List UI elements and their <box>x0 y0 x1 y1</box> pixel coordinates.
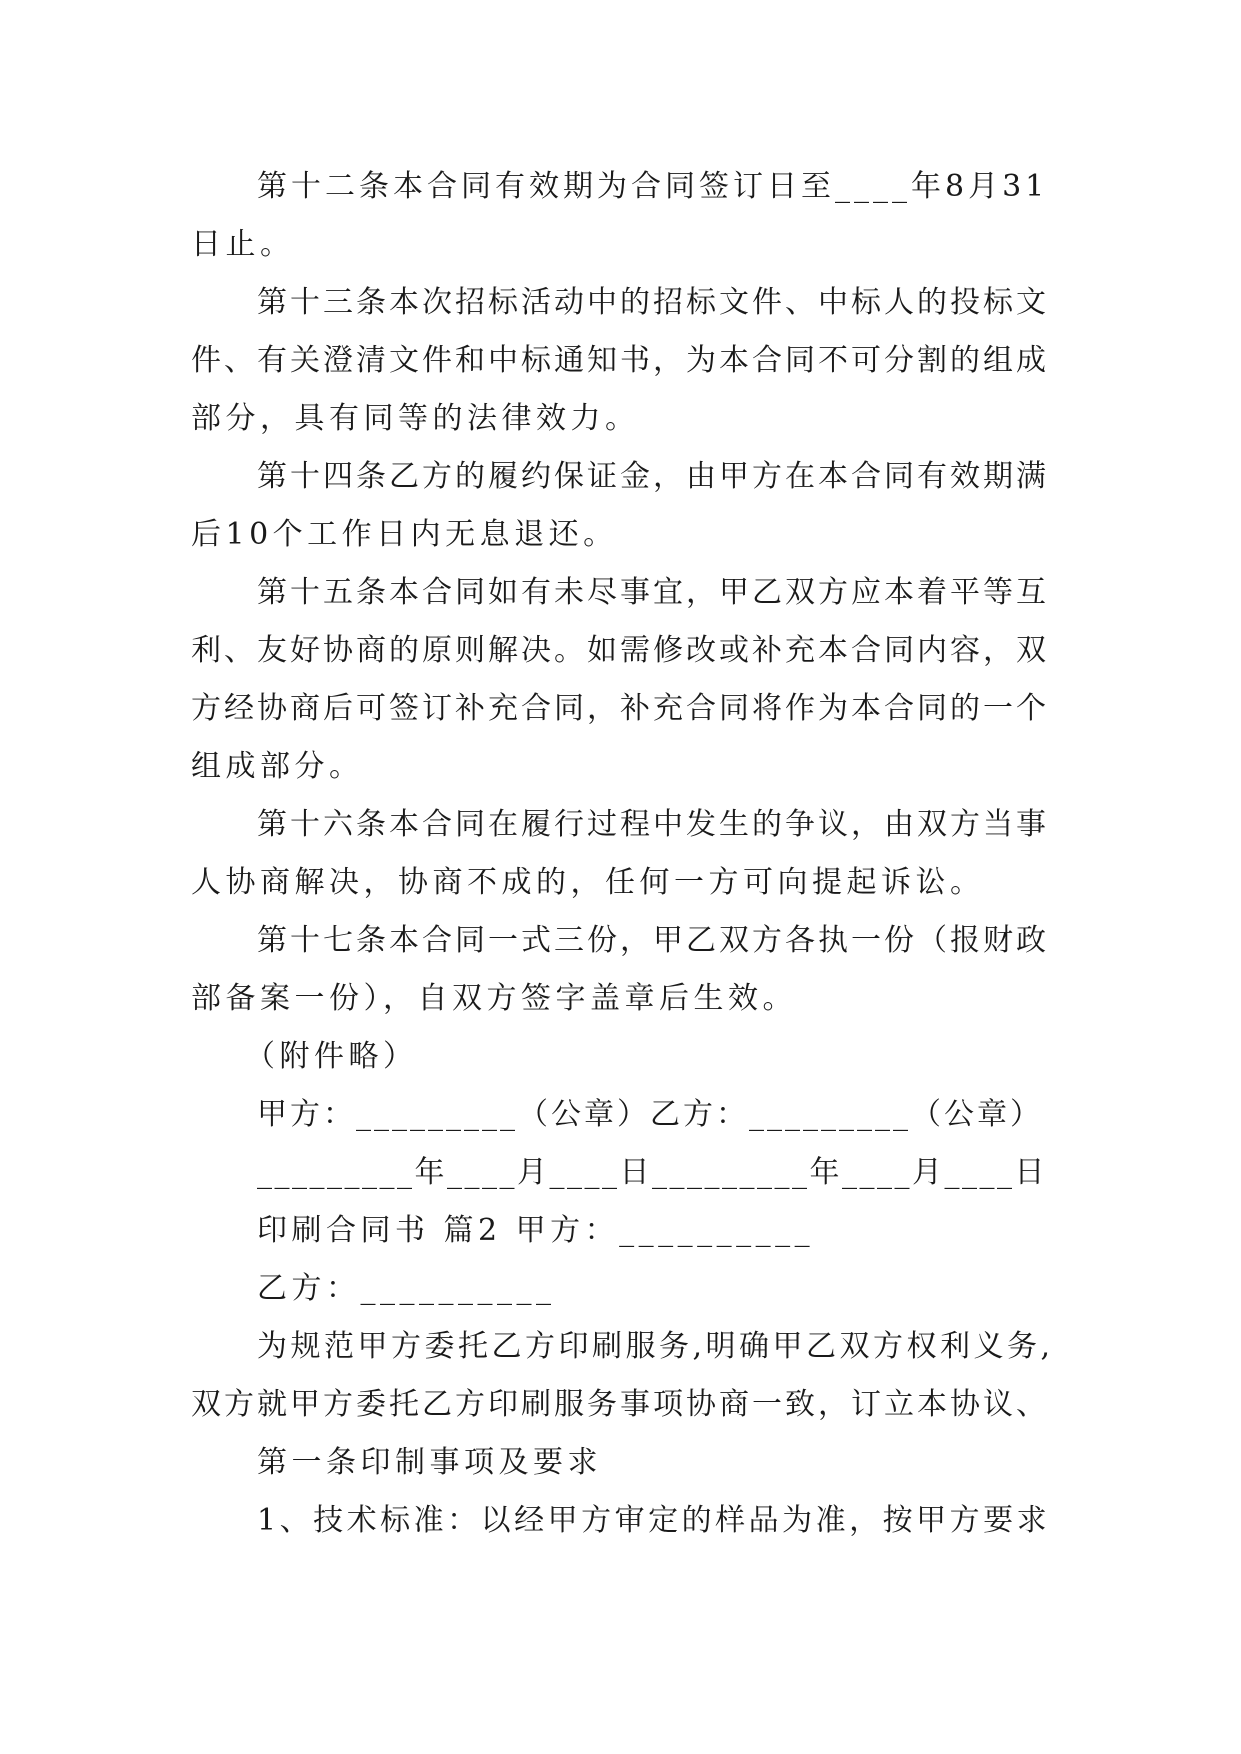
signature-parties-line: 甲方：_________（公章）乙方：_________（公章） <box>257 1097 1043 1132</box>
clause-13-line-3: 部分，具有同等的法律效力。 <box>191 401 640 436</box>
attachment-note: （附件略） <box>245 1039 418 1074</box>
clause-15-line-2: 利、友好协商的原则解决。如需修改或补充本合同内容，双 <box>191 633 1049 668</box>
signature-dates-line: _________年____月____日_________年____月____日 <box>257 1155 1047 1190</box>
preamble-line-2: 双方就甲方委托乙方印刷服务事项协商一致，订立本协议、 <box>191 1387 1049 1422</box>
clause-15-line-1: 第十五条本合同如有未尽事宜，甲乙双方应本着平等互 <box>257 575 1049 610</box>
contract-2-title-line: 印刷合同书 篇2 甲方：__________ <box>257 1213 815 1248</box>
clause-17-line-2: 部备案一份），自双方签字盖章后生效。 <box>191 981 797 1016</box>
article-1-heading: 第一条印制事项及要求 <box>257 1445 602 1480</box>
party-b-line: 乙方：__________ <box>257 1271 556 1306</box>
clause-17-line-1: 第十七条本合同一式三份，甲乙双方各执一份（报财政 <box>257 923 1049 958</box>
clause-15-line-3: 方经协商后可签订补充合同，补充合同将作为本合同的一个 <box>191 691 1049 726</box>
clause-14-line-1: 第十四条乙方的履约保证金，由甲方在本合同有效期满 <box>257 459 1049 494</box>
article-1-item-1: 1、技术标准：以经甲方审定的样品为准，按甲方要求 <box>257 1503 1051 1538</box>
clause-15-line-4: 组成部分。 <box>191 749 364 784</box>
clause-12-line-2: 日止。 <box>191 227 295 262</box>
clause-16-line-1: 第十六条本合同在履行过程中发生的争议，由双方当事 <box>257 807 1049 842</box>
clause-14-line-2: 后10个工作日内无息退还。 <box>191 517 618 552</box>
clause-13-line-1: 第十三条本次招标活动中的招标文件、中标人的投标文 <box>257 285 1049 320</box>
clause-13-line-2: 件、有关澄清文件和中标通知书，为本合同不可分割的组成 <box>191 343 1049 378</box>
clause-16-line-2: 人协商解决，协商不成的，任何一方可向提起诉讼。 <box>191 865 985 900</box>
document-body <box>191 158 1055 1550</box>
clause-12-line-1: 第十二条本合同有效期为合同签订日至____年8月31 <box>257 169 1049 204</box>
preamble-line-1: 为规范甲方委托乙方印刷服务,明确甲乙双方权利义务, <box>257 1329 1054 1364</box>
